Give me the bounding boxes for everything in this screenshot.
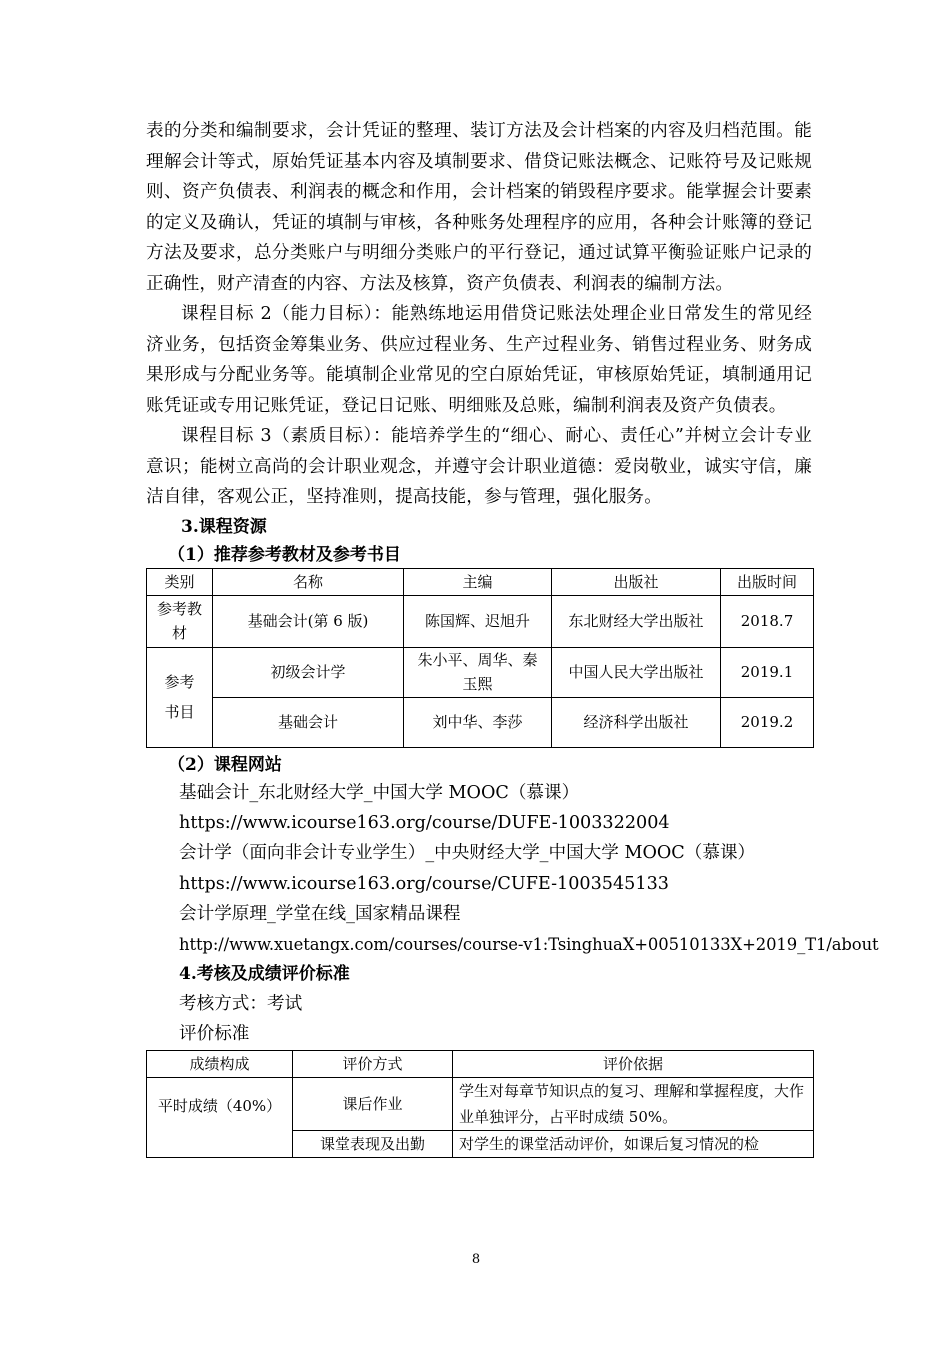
website-title: 会计学（面向非会计专业学生）_中央财经大学_中国大学 MOOC（慕课） <box>179 843 756 864</box>
website-title: 基础会计_东北财经大学_中国大学 MOOC（慕课） <box>179 782 580 803</box>
subsection-heading: （1）推荐参考教材及参考书目 <box>168 544 401 565</box>
subsection-heading: （2）课程网站 <box>168 754 282 775</box>
section-heading: 4.考核及成绩评价标准 <box>179 963 350 984</box>
table-cell: 2019.2 <box>721 697 814 747</box>
table-cell: 陈国辉、迟旭升 <box>404 595 552 647</box>
section-heading: 3.课程资源 <box>181 516 267 537</box>
page-number: 8 <box>471 1252 481 1267</box>
table-header-cell: 类别 <box>147 568 213 595</box>
assessment-table <box>146 1050 814 1158</box>
table-header-cell: 出版社 <box>552 568 721 595</box>
table-cell: 经济科学出版社 <box>552 697 721 747</box>
table-cell: 刘中华、李莎 <box>404 697 552 747</box>
body-paragraph: 课程目标 3（素质目标）：能培养学生的“细心、耐心、责任心”并树立会计专业意识；能树立高尚的会计职业观念，并遵守会计职业道德：爱岗敬业，诚实守信，廉洁自律，客观公正，坚持准则，提高技能，参与管理，强化服务。 <box>146 426 812 507</box>
website-url[interactable]: http://www.xuetangx.com/courses/course-v1:TsinghuaX+00510133X+2019_T1/about <box>179 934 879 954</box>
table-cell: 初级会计学 <box>213 647 404 697</box>
table-header-cell: 出版时间 <box>721 568 814 595</box>
website-url[interactable]: https://www.icourse163.org/course/DUFE-1003322004 <box>179 812 670 833</box>
table-cell: 中国人民大学出版社 <box>552 647 721 697</box>
table-cell: 课堂表现及出勤 <box>293 1130 453 1157</box>
page-content <box>146 116 879 1158</box>
website-list <box>146 778 879 960</box>
table-header-cell: 评价依据 <box>453 1050 814 1077</box>
table-header-cell: 主编 <box>404 568 552 595</box>
table-cell: 2019.1 <box>721 647 814 697</box>
table-header-row <box>147 568 814 595</box>
table-row <box>147 1077 814 1130</box>
table-cell: 2018.7 <box>721 595 814 647</box>
table-cell: 学生对每章节知识点的复习、理解和掌握程度，大作业单独评分，占平时成绩 50%。 <box>453 1077 814 1130</box>
table-header-row <box>147 1050 814 1077</box>
criteria-label: 评价标准 <box>179 1024 250 1045</box>
table-cell: 基础会计 <box>213 697 404 747</box>
table-cell-category: 参考教材 <box>147 595 213 647</box>
table-cell: 对学生的课堂活动评价，如课后复习情况的检 <box>453 1130 814 1157</box>
body-paragraph: 表的分类和编制要求，会计凭证的整理、装订方法及会计档案的内容及归档范围。能理解会计等式，原始凭证基本内容及填制要求、借贷记账法概念、记账符号及记账规则、资产负债表、利润表的概念和作用，会计档案的销毁程序要求。能掌握会计要素的定义及确认，凭证的填制与审核，各种账务处理程序的应用，各种会计账簿的登记方法及要求，总分类账户与明细分类账户的平行登记，通过试算平衡验证账户记录的正确性，财产清查的内容、方法及核算，资产负债表、利润表的编制方法。 <box>146 121 812 294</box>
table-header-cell: 评价方式 <box>293 1050 453 1077</box>
textbook-table <box>146 568 814 748</box>
table-header-cell: 成绩构成 <box>147 1050 293 1077</box>
table-row <box>147 595 814 647</box>
table-cell: 基础会计(第 6 版) <box>213 595 404 647</box>
website-url[interactable]: https://www.icourse163.org/course/CUFE-1003545133 <box>179 873 669 894</box>
table-cell: 东北财经大学出版社 <box>552 595 721 647</box>
table-row <box>147 647 814 697</box>
website-title: 会计学原理_学堂在线_国家精品课程 <box>179 904 461 925</box>
table-row <box>147 697 814 747</box>
table-cell-category: 参考书目 <box>147 647 213 747</box>
table-cell-component: 平时成绩（40%） <box>147 1077 293 1157</box>
table-cell: 课后作业 <box>293 1077 453 1130</box>
table-cell: 朱小平、周华、秦玉熙 <box>404 647 552 697</box>
assessment-method: 考核方式：考试 <box>179 993 303 1014</box>
body-paragraph: 课程目标 2（能力目标）：能熟练地运用借贷记账法处理企业日常发生的常见经济业务，包括资金筹集业务、供应过程业务、生产过程业务、销售过程业务、财务成果形成与分配业务等。能填制企业常见的空白原始凭证，审核原始凭证，填制通用记账凭证或专用记账凭证，登记日记账、明细账及总账，编制利润表及资产负债表。 <box>146 304 812 416</box>
table-header-cell: 名称 <box>213 568 404 595</box>
